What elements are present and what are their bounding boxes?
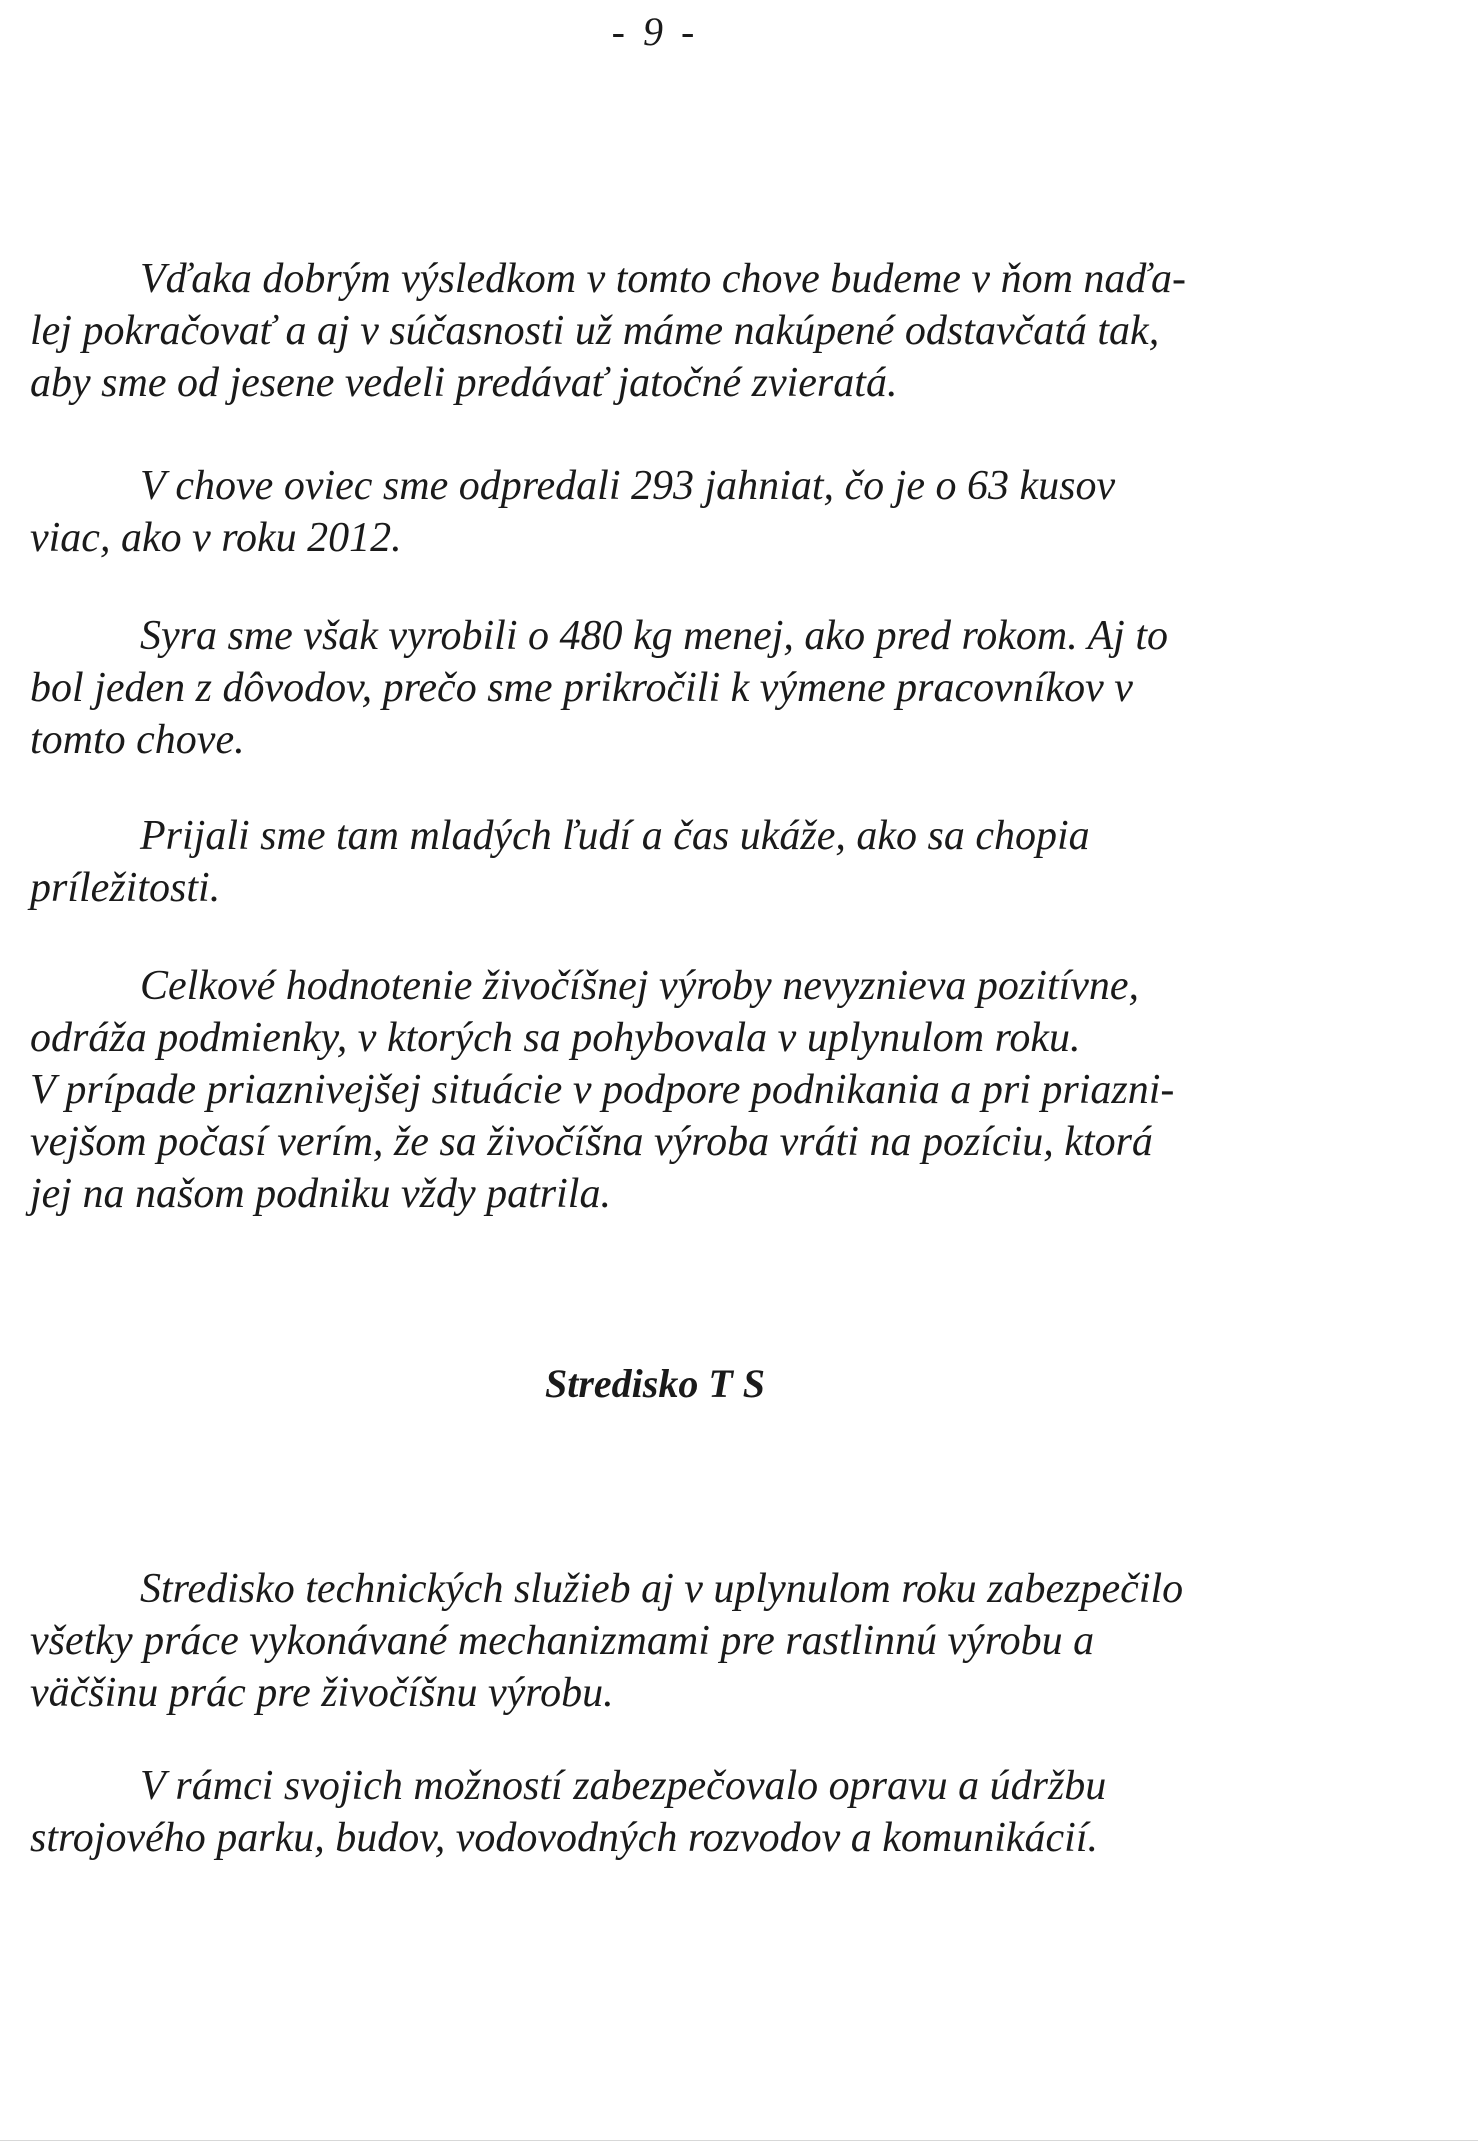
section-heading: Stredisko T S: [544, 1361, 766, 1406]
paragraph-maintenance: [30, 1760, 1280, 1864]
text-line: Syra sme však vyrobili o 480 kg menej, ako pred rokom. Aj to: [140, 613, 1168, 659]
text-line: odráža podmienky, v ktorých sa pohybovala v uplynulom roku.: [30, 1015, 1081, 1061]
scan-edge-line: [0, 2140, 1478, 2141]
text-line: Prijali sme tam mladých ľudí a čas ukáže, ako sa chopia: [140, 813, 1090, 859]
text-line: Vďaka dobrým výsledkom v tomto chove budeme v ňom naďa-: [140, 256, 1186, 302]
paragraph-new-staff: [30, 810, 1280, 914]
text-line: V prípade priaznivejšej situácie v podpore podnikania a pri priazni-: [30, 1067, 1175, 1113]
paragraph-overall-evaluation: [30, 960, 1280, 1220]
text-line: tomto chove.: [30, 717, 245, 763]
paragraph-livestock-results: [30, 253, 1280, 409]
paragraph-cheese: [30, 610, 1280, 766]
text-line: lej pokračovať a aj v súčasnosti už máme nakúpené odstavčatá tak,: [30, 308, 1160, 354]
text-line: V chove oviec sme odpredali 293 jahniat, čo je o 63 kusov: [140, 463, 1116, 509]
text-line: všetky práce vykonávané mechanizmami pre rastlinnú výrobu a: [30, 1618, 1095, 1664]
text-line: väčšinu prác pre živočíšnu výrobu.: [30, 1670, 614, 1716]
text-line: aby sme od jesene vedeli predávať jatočné zvieratá.: [30, 360, 898, 406]
text-line: viac, ako v roku 2012.: [30, 515, 402, 561]
text-line: Celkové hodnotenie živočíšnej výroby nevyznieva pozitívne,: [140, 963, 1140, 1009]
text-line: V rámci svojich možností zabezpečovalo opravu a údržbu: [140, 1763, 1107, 1809]
text-line: strojového parku, budov, vodovodných rozvodov a komunikácií.: [30, 1815, 1099, 1861]
paragraph-sheep: [30, 460, 1280, 564]
text-line: jej na našom podniku vždy patrila.: [30, 1171, 611, 1217]
page-number: - 9 -: [611, 9, 699, 54]
text-line: vejšom počasí verím, že sa živočíšna výroba vráti na pozíciu, ktorá: [30, 1119, 1153, 1165]
text-line: bol jeden z dôvodov, prečo sme prikročili k výmene pracovníkov v: [30, 665, 1133, 711]
paragraph-technical-services: [30, 1563, 1280, 1719]
text-line: príležitosti.: [30, 865, 221, 911]
text-line: Stredisko technických služieb aj v uplynulom roku zabezpečilo: [140, 1566, 1184, 1612]
